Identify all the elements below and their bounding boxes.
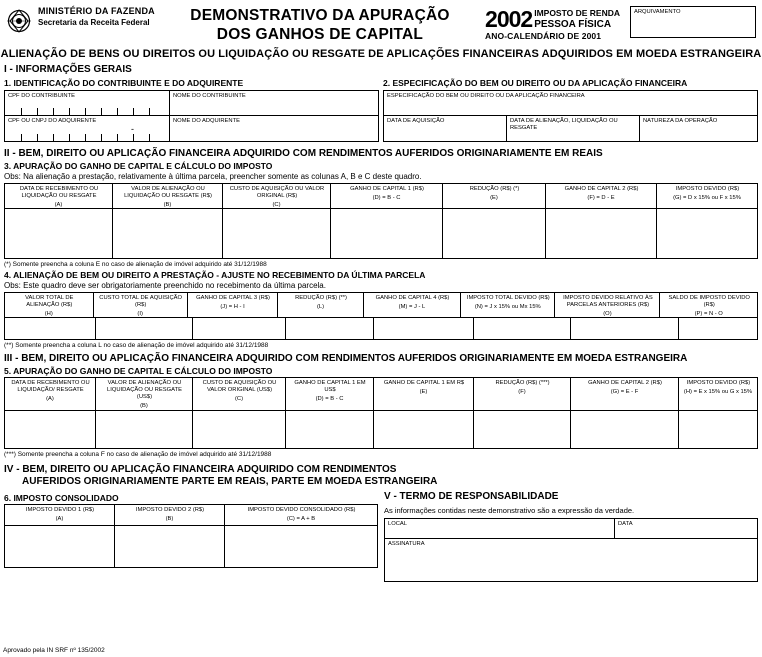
data-aquisicao-field[interactable] — [383, 116, 506, 142]
col-sublabel: (J) = H - I — [220, 304, 245, 310]
col-label: IMPOSTO DEVIDO 2 (R$) — [135, 507, 205, 513]
brasao-logo — [6, 6, 32, 36]
data-field[interactable] — [614, 518, 758, 539]
col-sublabel: (G) = E - F — [610, 389, 639, 395]
page-header — [0, 0, 762, 44]
input-cell[interactable] — [373, 318, 473, 340]
cpf-contribuinte-label: CPF DO CONTRIBUINTE — [8, 93, 75, 99]
section-II-sub4: 4. ALIENAÇÃO DE BEM OU DIREITO A PRESTAÇÃO - AJUSTE NO RECEBIMENTO DA ÚLTIMA PARCELA — [4, 270, 426, 280]
col-label: VALOR TOTAL DE ALIENAÇÃO (R$) — [25, 295, 74, 308]
input-cell[interactable] — [224, 526, 378, 568]
nome-adquirente-label: NOME DO ADQUIRENTE — [173, 118, 240, 124]
col-header — [285, 377, 373, 411]
input-cell[interactable] — [570, 318, 678, 340]
col-sublabel: (G) = D x 15% ou F x 15% — [673, 195, 741, 201]
input-cell[interactable] — [285, 411, 373, 449]
col-sublabel: (B) — [165, 516, 174, 522]
cpf-cnpj-adquirente-label: CPF OU CNPJ DO ADQUIRENTE — [8, 118, 97, 124]
arquivamento-box — [630, 6, 756, 38]
assinatura-label: ASSINATURA — [388, 541, 425, 547]
natureza-operacao-label: NATUREZA DA OPERAÇÃO — [643, 118, 718, 124]
col-sublabel: (C) = A + B — [286, 516, 316, 522]
col-sublabel: (E) — [490, 195, 498, 201]
input-cell[interactable] — [570, 411, 678, 449]
col-label: REDUÇÃO (R$) (***) — [495, 380, 550, 386]
col-sublabel: (N) = J x 15% ou Mx 15% — [474, 304, 541, 310]
section-IV-title-line1: IV - BEM, DIREITO OU APLICAÇÃO FINANCEIRA ADQUIRIDO COM RENDIMENTOS — [4, 464, 397, 475]
col-sublabel: (O) — [603, 311, 612, 317]
ano-calendario: ANO-CALENDÁRIO DE 2001 — [485, 31, 602, 41]
table-6-header — [4, 504, 378, 526]
col-label: VALOR DE ALIENAÇÃO OU LIQUIDAÇÃO OU RESGATE (R$) — [124, 186, 212, 199]
cpf-contribuinte-ticks — [5, 107, 169, 115]
table-5-header — [4, 377, 758, 411]
section-V-title: V - TERMO DE RESPONSABILIDADE — [384, 491, 559, 502]
col-header — [114, 504, 224, 526]
logo-line2: PESSOA FÍSICA — [534, 19, 612, 30]
col-sublabel: (D) = B - C — [372, 195, 401, 201]
col-header — [678, 377, 758, 411]
col-label: IMPOSTO DEVIDO (R$) — [675, 186, 740, 192]
input-cell[interactable] — [4, 209, 112, 259]
especificacao-field[interactable] — [383, 90, 758, 116]
col-header — [545, 183, 656, 209]
col-label: GANHO DE CAPITAL 1 (R$) — [350, 186, 424, 192]
col-label: GANHO DE CAPITAL 4 (R$) — [375, 295, 450, 301]
col-header — [442, 183, 545, 209]
col-sublabel: (A) — [54, 202, 63, 208]
section-II-obs3: Obs: Na alienação a prestação, relativamente à última parcela, preencher somente as colunas A, B e C deste quadro. — [4, 172, 422, 181]
input-cell[interactable] — [192, 318, 285, 340]
logo-line1: IMPOSTO DE RENDA — [534, 8, 620, 18]
section-I-title: I - INFORMAÇÕES GERAIS — [4, 64, 132, 75]
data-alienacao-label: DATA DE ALIENAÇÃO, LIQUIDAÇÃO OU RESGATE — [510, 118, 618, 131]
input-cell[interactable] — [678, 411, 758, 449]
col-header — [4, 377, 95, 411]
section-I-sub2: 2. ESPECIFICAÇÃO DO BEM OU DIREITO OU DA APLICAÇÃO FINANCEIRA — [383, 78, 688, 88]
input-cell[interactable] — [473, 411, 570, 449]
input-cell[interactable] — [95, 318, 192, 340]
table-3-body[interactable] — [4, 209, 758, 259]
logo-year: 2002 — [485, 6, 533, 32]
col-label: IMPOSTO TOTAL DEVIDO (R$) — [466, 295, 550, 301]
col-sublabel: (C) — [272, 202, 281, 208]
col-sublabel: (H) — [44, 311, 53, 317]
natureza-operacao-field[interactable] — [639, 116, 758, 142]
local-label: LOCAL — [388, 521, 408, 527]
title-line2: DOS GANHOS DE CAPITAL — [216, 26, 424, 43]
table-4-header — [4, 292, 758, 318]
banner-title: ALIENAÇÃO DE BENS OU DIREITOS OU LIQUIDAÇÃO OU RESGATE DE APLICAÇÕES FINANCEIRAS ADQUIRIDOS EM MOEDA ESTRANGEIRA — [0, 48, 762, 60]
input-cell[interactable] — [4, 411, 95, 449]
input-cell[interactable] — [473, 318, 570, 340]
col-header — [460, 292, 554, 318]
section-IV-title-line2: AUFERIDOS ORIGINARIAMENTE PARTE EM REAIS, PARTE EM MOEDA ESTRANGEIRA — [22, 476, 438, 487]
col-header — [554, 292, 659, 318]
col-label: DATA DE RECEBIMENTO OU LIQUIDAÇÃO/ RESGATE — [11, 380, 90, 393]
nome-contribuinte-label: NOME DO CONTRIBUINTE — [173, 93, 246, 99]
col-label: GANHO DE CAPITAL 2 (R$) — [564, 186, 639, 192]
col-label: DATA DE RECEBIMENTO OU LIQUIDAÇÃO OU RESGATE — [19, 186, 99, 199]
section-II-title: II - BEM, DIREITO OU APLICAÇÃO FINANCEIRA ADQUIRIDO COM RENDIMENTOS AUFERIDOS ORIGINARIAMENTE EM REAIS — [4, 148, 603, 159]
col-sublabel: (H) = E x 15% ou G x 15% — [683, 389, 753, 395]
section-II-note3: (*) Somente preencha a coluna E no caso de alienação de imóvel adquirido até 31/12/1988 — [4, 261, 267, 268]
col-label: REDUÇÃO (R$) (*) — [469, 186, 520, 192]
input-cell[interactable] — [285, 318, 373, 340]
ministry-line2: Secretaria da Receita Federal — [38, 18, 150, 27]
col-header — [330, 183, 442, 209]
col-header — [659, 292, 758, 318]
col-header — [363, 292, 460, 318]
nome-adquirente-field[interactable] — [169, 116, 379, 142]
col-sublabel: (B) — [163, 202, 172, 208]
col-header — [473, 377, 570, 411]
input-cell[interactable] — [4, 526, 114, 568]
col-header — [224, 504, 378, 526]
table-5-body[interactable] — [4, 411, 758, 449]
col-label: IMPOSTO DEVIDO (R$) — [686, 380, 751, 386]
table-4-body[interactable] — [4, 318, 758, 340]
col-label: SALDO DE IMPOSTO DEVIDO (R$) — [668, 295, 750, 308]
footer-note: Aprovado pela IN SRF nº 135/2002 — [3, 647, 105, 654]
col-sublabel: (F) — [518, 389, 526, 395]
col-header — [192, 377, 285, 411]
input-cell[interactable] — [112, 209, 222, 259]
col-label: CUSTO TOTAL DE AQUISIÇÃO (R$) — [99, 295, 183, 308]
col-label: IMPOSTO DEVIDO 1 (R$) — [25, 507, 95, 513]
col-label: IMPOSTO DEVIDO CONSOLIDADO (R$) — [247, 507, 356, 513]
especificacao-label: ESPECIFICAÇÃO DO BEM OU DIREITO OU DA APLICAÇÃO FINANCEIRA — [387, 93, 585, 99]
col-header — [95, 377, 192, 411]
section-I-sub1: 1. IDENTIFICAÇÃO DO CONTRIBUINTE E DO ADQUIRENTE — [4, 78, 244, 88]
section-IV-sub6: 6. IMPOSTO CONSOLIDADO — [4, 493, 119, 503]
section-III-note5: (***) Somente preencha a coluna F no caso de alienação de imóvel adquirido até 31/12/1988 — [4, 451, 272, 458]
col-label: REDUÇÃO (R$) (**) — [295, 295, 347, 301]
input-cell[interactable] — [373, 411, 473, 449]
input-cell[interactable] — [222, 209, 330, 259]
col-sublabel: (I) — [137, 311, 143, 317]
input-cell[interactable] — [678, 318, 758, 340]
col-sublabel: (M) = J - L — [398, 304, 426, 310]
input-cell[interactable] — [330, 209, 442, 259]
assinatura-field[interactable] — [384, 539, 758, 582]
input-cell[interactable] — [656, 209, 758, 259]
form-title — [155, 6, 485, 44]
input-cell[interactable] — [545, 209, 656, 259]
arquivamento-label: ARQUIVAMENTO — [634, 9, 681, 15]
input-cell[interactable] — [4, 318, 95, 340]
input-cell[interactable] — [95, 411, 192, 449]
title-line1: DEMONSTRATIVO DA APURAÇÃO — [190, 7, 450, 24]
table-6-body[interactable] — [4, 526, 378, 568]
data-label: DATA — [618, 521, 633, 527]
col-header — [93, 292, 187, 318]
col-header — [112, 183, 222, 209]
col-sublabel: (A) — [55, 516, 64, 522]
col-header — [656, 183, 758, 209]
section-II-sub3: 3. APURAÇÃO DO GANHO DE CAPITAL E CÁLCULO DO IMPOSTO — [4, 161, 273, 171]
col-label: CUSTO DE AQUISIÇÃO OU VALOR ORIGINAL (US$) — [202, 380, 277, 393]
input-cell[interactable] — [114, 526, 224, 568]
section-II-obs4: Obs: Este quadro deve ser obrigatoriamente preenchido no recebimento da última parcela. — [4, 281, 326, 290]
col-label: GANHO DE CAPITAL 3 (R$) — [196, 295, 270, 301]
data-alienacao-field[interactable] — [506, 116, 639, 142]
cpf-adquirente-ticks — [5, 133, 169, 141]
col-sublabel: (A) — [46, 396, 54, 402]
col-header — [222, 183, 330, 209]
section-V-text: As informações contidas neste demonstrativo são a expressão da verdade. — [384, 506, 635, 515]
col-label: CUSTO DE AQUISIÇÃO OU VALOR ORIGINAL (R$) — [229, 186, 325, 199]
col-label: GANHO DE CAPITAL 1 EM US$ — [294, 380, 366, 393]
local-field[interactable] — [384, 518, 614, 539]
input-cell[interactable] — [442, 209, 545, 259]
cpf-contribuinte-field[interactable] — [4, 90, 169, 116]
col-label: IMPOSTO DEVIDO RELATIVO ÀS PARCELAS ANTERIORES (R$) — [563, 295, 653, 308]
col-sublabel: (E) — [419, 389, 428, 395]
data-aquisicao-label: DATA DE AQUISIÇÃO — [387, 118, 445, 124]
col-label: GANHO DE CAPITAL 1 EM R$ — [383, 380, 465, 386]
col-header — [373, 377, 473, 411]
input-cell[interactable] — [192, 411, 285, 449]
ministry-line1: MINISTÉRIO DA FAZENDA — [38, 6, 155, 16]
col-header — [187, 292, 277, 318]
col-header — [4, 183, 112, 209]
section-III-sub5: 5. APURAÇÃO DO GANHO DE CAPITAL E CÁLCULO DO IMPOSTO — [4, 366, 273, 376]
col-header — [4, 292, 93, 318]
col-sublabel: (B) — [140, 403, 148, 409]
col-sublabel: (D) = B - C — [315, 396, 344, 402]
col-label: VALOR DE ALIENAÇÃO OU LIQUIDAÇÃO OU RESGATE (US$) — [107, 380, 182, 400]
col-sublabel: (L) — [317, 304, 325, 310]
section-III-title: III - BEM, DIREITO OU APLICAÇÃO FINANCEIRA ADQUIRIDO COM RENDIMENTOS AUFERIDOS ORIGINARIAMENTE EM MOEDA ESTRANGEIRA — [4, 353, 688, 364]
col-header — [4, 504, 114, 526]
ministry-block — [38, 6, 155, 28]
col-header — [277, 292, 363, 318]
cpf-cnpj-adquirente-field[interactable] — [4, 116, 169, 142]
nome-contribuinte-field[interactable] — [169, 90, 379, 116]
col-header — [570, 377, 678, 411]
col-label: GANHO DE CAPITAL 2 (R$) — [588, 380, 662, 386]
col-sublabel: (P) = N - O — [694, 311, 723, 317]
section-II-note4: (**) Somente preencha a coluna L no caso de alienação de imóvel adquirido até 31/12/1988 — [4, 342, 269, 349]
irpf-logo — [485, 8, 620, 30]
col-sublabel: (C) — [234, 396, 244, 402]
col-sublabel: (F) = D - E — [587, 195, 615, 201]
table-3-header — [4, 183, 758, 209]
cpf-dash: - — [131, 124, 134, 134]
